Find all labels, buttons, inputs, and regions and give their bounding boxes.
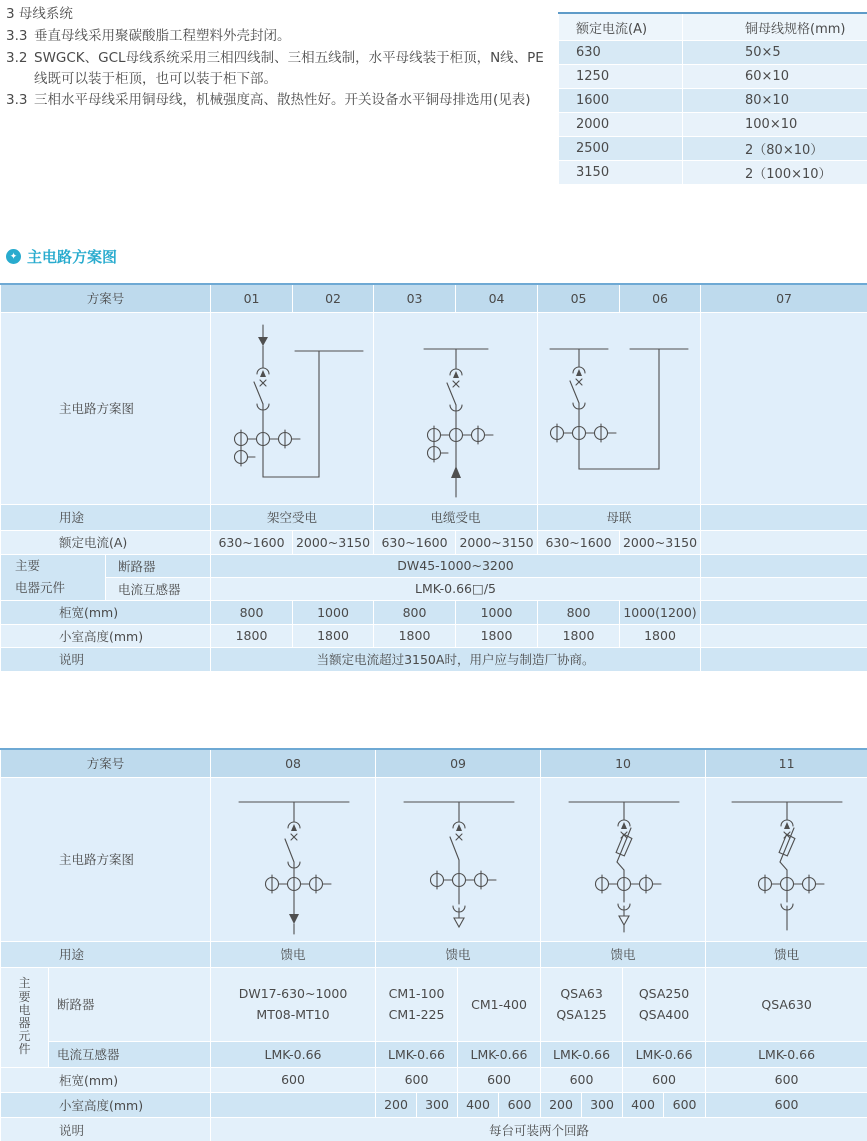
room-height-row: [1, 624, 867, 647]
header-scheme-01: 01: [211, 284, 293, 312]
height-cell: 600: [499, 1092, 541, 1117]
width-cell: 800: [211, 600, 293, 624]
ct-cell: LMK-0.66: [211, 1041, 376, 1067]
height-cell: 400: [623, 1092, 664, 1117]
width-cell-empty: [701, 600, 867, 624]
cell-current: 3150: [559, 161, 683, 185]
usage-cell: 架空受电: [211, 504, 374, 530]
scheme-table-01-07: [0, 283, 867, 672]
diagram-cell: [376, 777, 541, 941]
height-cell: 400: [458, 1092, 499, 1117]
star-icon: ✦: [9, 251, 18, 262]
ct-label: 电流互感器: [49, 1041, 211, 1067]
breaker-label: 断路器: [49, 967, 211, 1041]
current-cell: 630~1600: [374, 530, 456, 554]
header-busbar-size: 铜母线规格(mm): [683, 13, 867, 41]
intro-item-text: 三相水平母线采用铜母线，机械强度高、散热性好。开关设备水平铜母排选用(见表): [34, 92, 531, 109]
main-components-group-label: [1, 967, 49, 1067]
circuit-diagram-scheme-11: [706, 778, 867, 940]
current-cell-empty: [701, 530, 867, 554]
header-scheme-06: 06: [620, 284, 701, 312]
ct-value: LMK-0.66□/5: [211, 577, 701, 600]
cell-size: 2（100×10）: [683, 161, 867, 185]
main-components-group-label: [1, 554, 106, 600]
breaker-cell-10b: QSA250 QSA400: [623, 967, 706, 1041]
rated-current-row: [1, 530, 867, 554]
width-cell: 600: [211, 1067, 376, 1092]
note-label: 说明: [1, 1117, 211, 1141]
cell-current: 1600: [559, 89, 683, 113]
note-row: [1, 1117, 867, 1141]
cell-current: 2000: [559, 113, 683, 137]
cell-current: 1250: [559, 65, 683, 89]
height-cell: 1800: [211, 624, 293, 647]
circuit-diagram-scheme-01-02: [211, 313, 374, 503]
height-cell: 600: [706, 1092, 867, 1117]
usage-cell-empty: [701, 504, 867, 530]
width-cell: 600: [376, 1067, 458, 1092]
note-cell-empty: [701, 647, 867, 671]
height-cell: 1800: [293, 624, 374, 647]
width-cell: 600: [623, 1067, 706, 1092]
cabinet-width-label: 柜宽(mm): [1, 600, 211, 624]
circuit-diagram-scheme-08: [211, 778, 376, 940]
rated-current-label: 额定电流(A): [1, 530, 211, 554]
diagram-row-label: 主电路方案图: [1, 777, 211, 941]
note-label: 说明: [1, 647, 211, 671]
usage-cell: 电缆受电: [374, 504, 538, 530]
cell-size: 2（80×10）: [683, 137, 867, 161]
header-scheme-no: 方案号: [1, 284, 211, 312]
group-label-line2: 电器元件: [15, 580, 66, 595]
circuit-diagram-scheme-03-04: [374, 313, 538, 503]
header-scheme-08: 08: [211, 749, 376, 777]
busbar-system-intro: [6, 4, 554, 112]
table-row: [559, 113, 867, 137]
header-scheme-03: 03: [374, 284, 456, 312]
ct-cell-empty: [701, 577, 867, 600]
diagram-cell: [211, 777, 376, 941]
height-cell: 300: [417, 1092, 458, 1117]
header-scheme-04: 04: [456, 284, 538, 312]
busbar-spec-header-row: [559, 13, 867, 41]
circuit-diagram-scheme-10: [541, 778, 706, 940]
table-row: [559, 41, 867, 65]
height-cell: 1800: [620, 624, 701, 647]
diagram-cell-empty: [701, 312, 867, 504]
circuit-diagram-scheme-05-06: [538, 313, 701, 503]
intro-item-text: 垂直母线采用聚碳酸脂工程塑料外壳封闭。: [34, 28, 291, 45]
cabinet-width-row: [1, 1067, 867, 1092]
current-cell: 2000~3150: [620, 530, 701, 554]
intro-item: [6, 26, 554, 47]
height-cell: 1800: [456, 624, 538, 647]
note-value: 每台可装两个回路: [211, 1117, 867, 1141]
cabinet-width-row: [1, 600, 867, 624]
diagram-row-label: 主电路方案图: [1, 312, 211, 504]
usage-cell: 母联: [538, 504, 701, 530]
intro-item: [6, 48, 554, 91]
breaker-row: [1, 967, 867, 1041]
table-row: [559, 161, 867, 185]
height-cell-empty: [701, 624, 867, 647]
current-cell: 630~1600: [211, 530, 293, 554]
section-title-row: [6, 246, 117, 267]
ct-cell: LMK-0.66: [706, 1041, 867, 1067]
ct-row: [1, 1041, 867, 1067]
section-title: 主电路方案图: [27, 248, 118, 266]
ct-cell: LMK-0.66: [458, 1041, 541, 1067]
intro-item-text: SWGCK、GCL母线系统采用三相四线制、三相五线制，水平母线装于柜顶，N线、PE线既可以装于柜顶，也可以装于柜下部。: [34, 49, 544, 87]
diagram-cell: [538, 312, 701, 504]
height-cell: 300: [582, 1092, 623, 1117]
scheme-table-08-11: [0, 748, 867, 1141]
header-rated-current: 额定电流(A): [559, 13, 683, 41]
ct-label: 电流互感器: [106, 577, 211, 600]
width-cell: 1000(1200): [620, 600, 701, 624]
height-cell: 200: [376, 1092, 417, 1117]
breaker-label: 断路器: [106, 554, 211, 577]
cell-size: 50×5: [683, 41, 867, 65]
ct-row: [1, 577, 867, 600]
width-cell: 1000: [456, 600, 538, 624]
table-row: [559, 89, 867, 113]
breaker-cell-empty: [701, 554, 867, 577]
usage-cell: 馈电: [376, 941, 541, 967]
width-cell: 600: [541, 1067, 623, 1092]
ct-cell: LMK-0.66: [376, 1041, 458, 1067]
width-cell: 800: [538, 600, 620, 624]
width-cell: 1000: [293, 600, 374, 624]
usage-row: [1, 504, 867, 530]
width-cell: 800: [374, 600, 456, 624]
ct-cell: LMK-0.66: [541, 1041, 623, 1067]
group-label-line1: 主要: [15, 558, 41, 574]
width-cell: 600: [706, 1067, 867, 1092]
breaker-row: [1, 554, 867, 577]
cell-current: 2500: [559, 137, 683, 161]
diagram-row: [1, 312, 867, 504]
cell-size: 60×10: [683, 65, 867, 89]
diagram-cell: [541, 777, 706, 941]
intro-item: [6, 90, 554, 111]
height-cell: 1800: [538, 624, 620, 647]
section-bullet-icon: [6, 249, 21, 264]
group-label-vertical: 主要电器元件: [18, 976, 31, 1057]
breaker-value: DW45-1000~3200: [211, 554, 701, 577]
usage-cell: 馈电: [541, 941, 706, 967]
breaker-cell-09a: CM1-100 CM1-225: [376, 967, 458, 1041]
height-cell: 1800: [374, 624, 456, 647]
breaker-cell-08: DW17-630~1000 MT08-MT10: [211, 967, 376, 1041]
current-cell: 2000~3150: [293, 530, 374, 554]
diagram-cell: [706, 777, 867, 941]
room-height-row: [1, 1092, 867, 1117]
table-row: [559, 65, 867, 89]
scheme-header-row: [1, 284, 867, 312]
diagram-cell: [211, 312, 374, 504]
header-scheme-07: 07: [701, 284, 867, 312]
diagram-row: [1, 777, 867, 941]
header-scheme-11: 11: [706, 749, 867, 777]
cell-size: 100×10: [683, 113, 867, 137]
room-height-label: 小室高度(mm): [1, 1092, 211, 1117]
note-row: [1, 647, 867, 671]
cell-size: 80×10: [683, 89, 867, 113]
width-cell: 600: [458, 1067, 541, 1092]
circuit-diagram-scheme-09: [376, 778, 541, 940]
cabinet-width-label: 柜宽(mm): [1, 1067, 211, 1092]
busbar-spec-table: [558, 12, 867, 185]
header-scheme-no: 方案号: [1, 749, 211, 777]
intro-item-number: 3.2: [6, 49, 28, 66]
breaker-cell-09b: CM1-400: [458, 967, 541, 1041]
header-scheme-09: 09: [376, 749, 541, 777]
usage-label: 用途: [1, 941, 211, 967]
cell-current: 630: [559, 41, 683, 65]
ct-cell: LMK-0.66: [623, 1041, 706, 1067]
note-value: 当额定电流超过3150A时，用户应与制造厂协商。: [211, 647, 701, 671]
intro-item-number: 3.3: [6, 92, 28, 109]
room-height-label: 小室高度(mm): [1, 624, 211, 647]
usage-label: 用途: [1, 504, 211, 530]
intro-heading: 3 母线系统: [6, 6, 73, 22]
usage-cell: 馈电: [211, 941, 376, 967]
height-cell: 200: [541, 1092, 582, 1117]
height-cell: 600: [664, 1092, 706, 1117]
table-row: [559, 137, 867, 161]
header-scheme-10: 10: [541, 749, 706, 777]
intro-item-number: 3.3: [6, 28, 28, 45]
height-cell-empty: [211, 1092, 376, 1117]
header-scheme-02: 02: [293, 284, 374, 312]
header-scheme-05: 05: [538, 284, 620, 312]
usage-row: [1, 941, 867, 967]
current-cell: 2000~3150: [456, 530, 538, 554]
breaker-cell-10a: QSA63 QSA125: [541, 967, 623, 1041]
scheme-header-row: [1, 749, 867, 777]
usage-cell: 馈电: [706, 941, 867, 967]
breaker-cell-11: QSA630: [706, 967, 867, 1041]
current-cell: 630~1600: [538, 530, 620, 554]
diagram-cell: [374, 312, 538, 504]
